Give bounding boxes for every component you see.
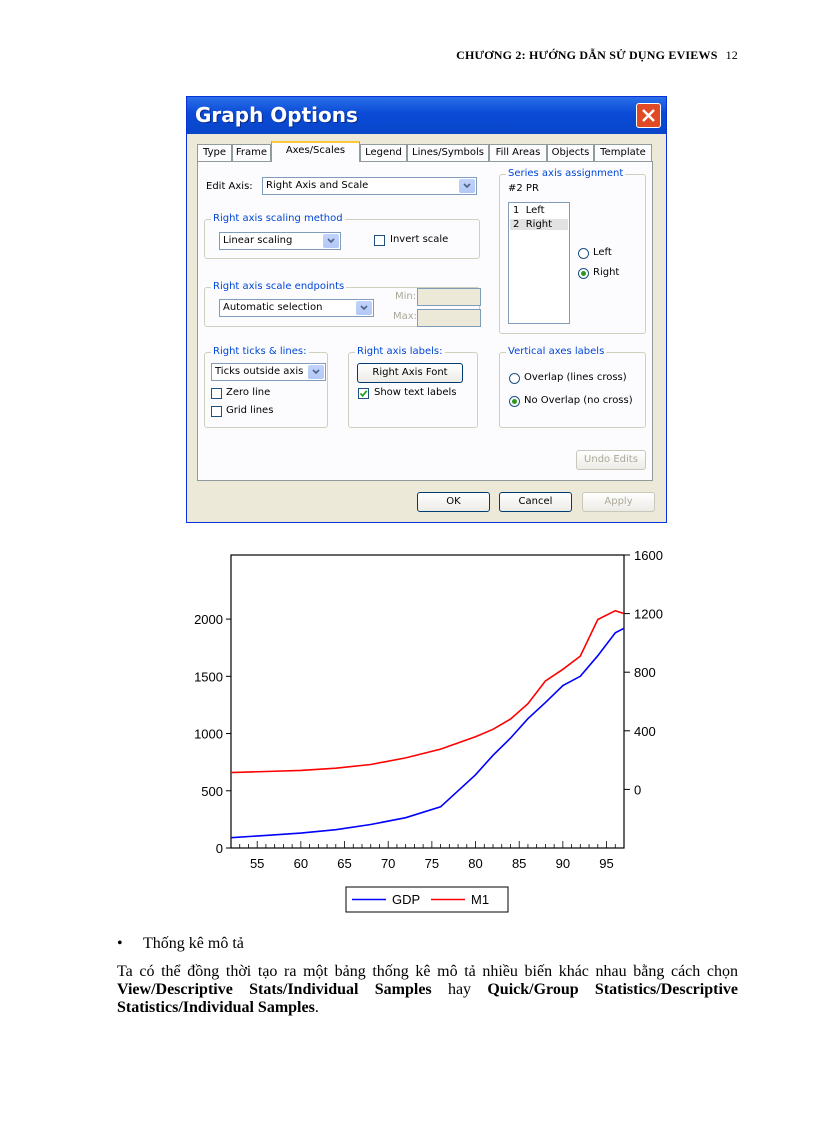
scale-endpoints-value: Automatic selection [223, 302, 323, 313]
zero-line-label: Zero line [226, 387, 271, 398]
tab-type[interactable]: Type [197, 144, 232, 161]
tab-template[interactable]: Template [594, 144, 652, 161]
title-bar [187, 97, 666, 134]
close-icon [641, 108, 656, 123]
tab-frame[interactable]: Frame [232, 144, 271, 161]
scale-endpoints-title: Right axis scale endpoints [213, 281, 345, 292]
show-text-labels-label: Show text labels [374, 387, 457, 398]
page-header [456, 48, 738, 63]
chevron-down-icon [312, 369, 320, 375]
tab-objects[interactable]: Objects [547, 144, 594, 161]
overlap-label: Overlap (lines cross) [524, 372, 627, 383]
tab-axes-scales[interactable]: Axes/Scales [271, 141, 360, 162]
tab-fill-areas[interactable]: Fill Areas [489, 144, 547, 161]
chevron-down-icon [360, 305, 368, 311]
vertical-axes-title: Vertical axes labels [508, 346, 605, 357]
left-tick-label: 1500 [194, 669, 223, 685]
page-number: 12 [725, 48, 738, 62]
cancel-button[interactable]: Cancel [499, 492, 572, 512]
scaling-method-value: Linear scaling [223, 235, 293, 246]
x-tick-label: 90 [555, 856, 571, 871]
para-text: . [314, 999, 319, 1016]
right-tick-label: 1200 [634, 606, 663, 622]
ok-button[interactable]: OK [417, 492, 490, 512]
grid-lines-checkbox[interactable] [211, 406, 222, 417]
right-tick-label: 1600 [634, 548, 663, 563]
bullet-text: Thống kê mô tả [143, 935, 244, 952]
axes-scales-panel [197, 161, 653, 481]
series-assignment-group [499, 168, 646, 334]
chevron-down-icon [327, 238, 335, 244]
x-tick-label: 60 [293, 856, 309, 871]
ticks-value: Ticks outside axis [215, 366, 304, 377]
scale-endpoints-dropdown[interactable] [219, 299, 374, 317]
graph-options-dialog [186, 96, 667, 523]
checkmark-icon [359, 389, 368, 398]
invert-scale-checkbox[interactable] [374, 235, 385, 246]
x-tick-label: 85 [511, 856, 527, 871]
edit-axis-value: Right Axis and Scale [266, 180, 369, 191]
menu-path-1: View/Descriptive Stats/Individual Samples [117, 981, 432, 998]
x-tick-label: 80 [468, 856, 483, 871]
left-tick-label: 0 [215, 841, 223, 856]
radio-right-label: Right [593, 267, 620, 278]
min-label: Min: [395, 291, 417, 302]
invert-scale-label: Invert scale [390, 234, 449, 245]
plot-frame [231, 555, 624, 848]
max-field[interactable] [417, 309, 481, 327]
series-assignment-title: Series axis assignment [508, 168, 624, 179]
bullet-item [117, 935, 244, 953]
tab-lines-symbols[interactable]: Lines/Symbols [407, 144, 489, 161]
list-item[interactable]: 1 Left [513, 205, 545, 216]
undo-edits-button[interactable]: Undo Edits [576, 450, 646, 470]
max-label: Max: [393, 311, 418, 322]
left-tick-label: 2000 [194, 612, 223, 628]
axis-labels-title: Right axis labels: [357, 346, 443, 357]
scaling-method-title: Right axis scaling method [213, 213, 343, 224]
left-tick-label: 1000 [194, 726, 223, 742]
show-text-labels-checkbox[interactable] [358, 388, 369, 399]
zero-line-checkbox[interactable] [211, 388, 222, 399]
x-tick-label: 65 [337, 856, 352, 871]
chapter-title: CHƯƠNG 2: HƯỚNG DẪN SỬ DỤNG EVIEWS [456, 48, 718, 62]
ticks-lines-title: Right ticks & lines: [213, 346, 307, 357]
menu-path-2: Quick/Group Statistics/Descriptive Statistics/Individual Samples [117, 981, 738, 1016]
series-listbox[interactable] [508, 202, 570, 324]
x-tick-label: 55 [249, 856, 265, 871]
apply-button[interactable]: Apply [582, 492, 655, 512]
vertical-axes-group [499, 346, 646, 428]
chart-svg [170, 548, 670, 923]
radio-left-label: Left [593, 247, 612, 258]
edit-axis-dropdown[interactable] [262, 177, 477, 195]
x-tick-label: 70 [380, 856, 396, 871]
right-tick-label: 800 [634, 665, 656, 681]
axis-labels-group [348, 346, 478, 428]
para-text: Ta có thể đồng thời tạo ra một bảng thống kê mô tả nhiều biến khác nhau bằng cách chọn [117, 963, 738, 980]
overlap-radio[interactable] [509, 373, 520, 384]
bullet-dot: • [117, 935, 123, 952]
ticks-dropdown[interactable] [211, 363, 326, 381]
gdp-m1-chart [170, 548, 670, 923]
right-axis-font-button[interactable]: Right Axis Font [357, 363, 463, 383]
scaling-method-dropdown[interactable] [219, 232, 341, 250]
scale-endpoints-group [204, 281, 480, 327]
x-tick-label: 75 [424, 856, 440, 871]
body-paragraph [117, 963, 738, 1017]
radio-right[interactable] [578, 268, 589, 279]
radio-left[interactable] [578, 248, 589, 259]
right-tick-label: 400 [634, 723, 656, 739]
edit-axis-label: Edit Axis: [206, 181, 253, 192]
ticks-lines-group [204, 346, 328, 428]
series-line-gdp [231, 628, 624, 837]
chevron-down-icon [463, 183, 471, 189]
scaling-method-group [204, 213, 480, 259]
x-tick-label: 95 [599, 856, 614, 871]
series-line-m1 [231, 611, 624, 773]
min-field[interactable] [417, 288, 481, 306]
series-name: #2 PR [508, 183, 539, 194]
list-item[interactable]: 2 Right [510, 219, 568, 230]
close-button[interactable] [636, 103, 661, 128]
dialog-title: Graph Options [195, 103, 358, 127]
no-overlap-radio[interactable] [509, 396, 520, 407]
legend-label: M1 [471, 892, 490, 907]
grid-lines-label: Grid lines [226, 405, 274, 416]
no-overlap-label: No Overlap (no cross) [524, 395, 633, 406]
left-tick-label: 500 [201, 783, 223, 799]
para-text: hay [431, 981, 488, 998]
tab-legend[interactable]: Legend [360, 144, 407, 161]
legend-label: GDP [392, 892, 421, 907]
right-tick-label: 0 [634, 782, 642, 798]
